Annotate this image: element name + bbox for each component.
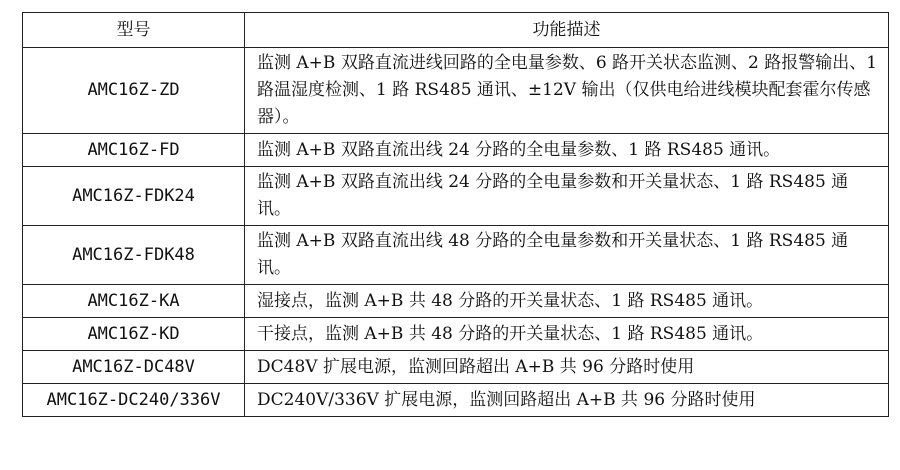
column-header-description: 功能描述: [245, 13, 889, 48]
model-cell: AMC16Z-KA: [23, 285, 245, 318]
table-row: [23, 134, 889, 167]
product-spec-table: [22, 12, 889, 417]
description-cell: 监测 A+B 双路直流进线回路的全电量参数、6 路开关状态监测、2 路报警输出、1 路温湿度检测、1 路 RS485 通讯、±12V 输出（仅供电给进线模块配套霍尔传感器）。: [245, 48, 889, 134]
table-row: [23, 226, 889, 285]
description-cell: 监测 A+B 双路直流出线 48 分路的全电量参数和开关量状态、1 路 RS485 通讯。: [245, 226, 889, 285]
table-row: [23, 285, 889, 318]
model-cell: AMC16Z-FDK24: [23, 167, 245, 226]
table-row: [23, 48, 889, 134]
table-row: [23, 167, 889, 226]
table-header-row: [23, 13, 889, 48]
description-cell: DC48V 扩展电源，监测回路超出 A+B 共 96 分路时使用: [245, 351, 889, 384]
model-cell: AMC16Z-FD: [23, 134, 245, 167]
table-row: [23, 351, 889, 384]
product-spec-table-container: [22, 12, 888, 417]
model-cell: AMC16Z-ZD: [23, 48, 245, 134]
description-cell: 湿接点，监测 A+B 共 48 分路的开关量状态、1 路 RS485 通讯。: [245, 285, 889, 318]
model-cell: AMC16Z-FDK48: [23, 226, 245, 285]
model-cell: AMC16Z-DC240/336V: [23, 384, 245, 417]
description-cell: 干接点，监测 A+B 共 48 分路的开关量状态、1 路 RS485 通讯。: [245, 318, 889, 351]
column-header-model: 型号: [23, 13, 245, 48]
model-cell: AMC16Z-KD: [23, 318, 245, 351]
model-cell: AMC16Z-DC48V: [23, 351, 245, 384]
table-row: [23, 384, 889, 417]
description-cell: 监测 A+B 双路直流出线 24 分路的全电量参数和开关量状态、1 路 RS485 通讯。: [245, 167, 889, 226]
description-cell: DC240V/336V 扩展电源，监测回路超出 A+B 共 96 分路时使用: [245, 384, 889, 417]
description-cell: 监测 A+B 双路直流出线 24 分路的全电量参数、1 路 RS485 通讯。: [245, 134, 889, 167]
table-row: [23, 318, 889, 351]
